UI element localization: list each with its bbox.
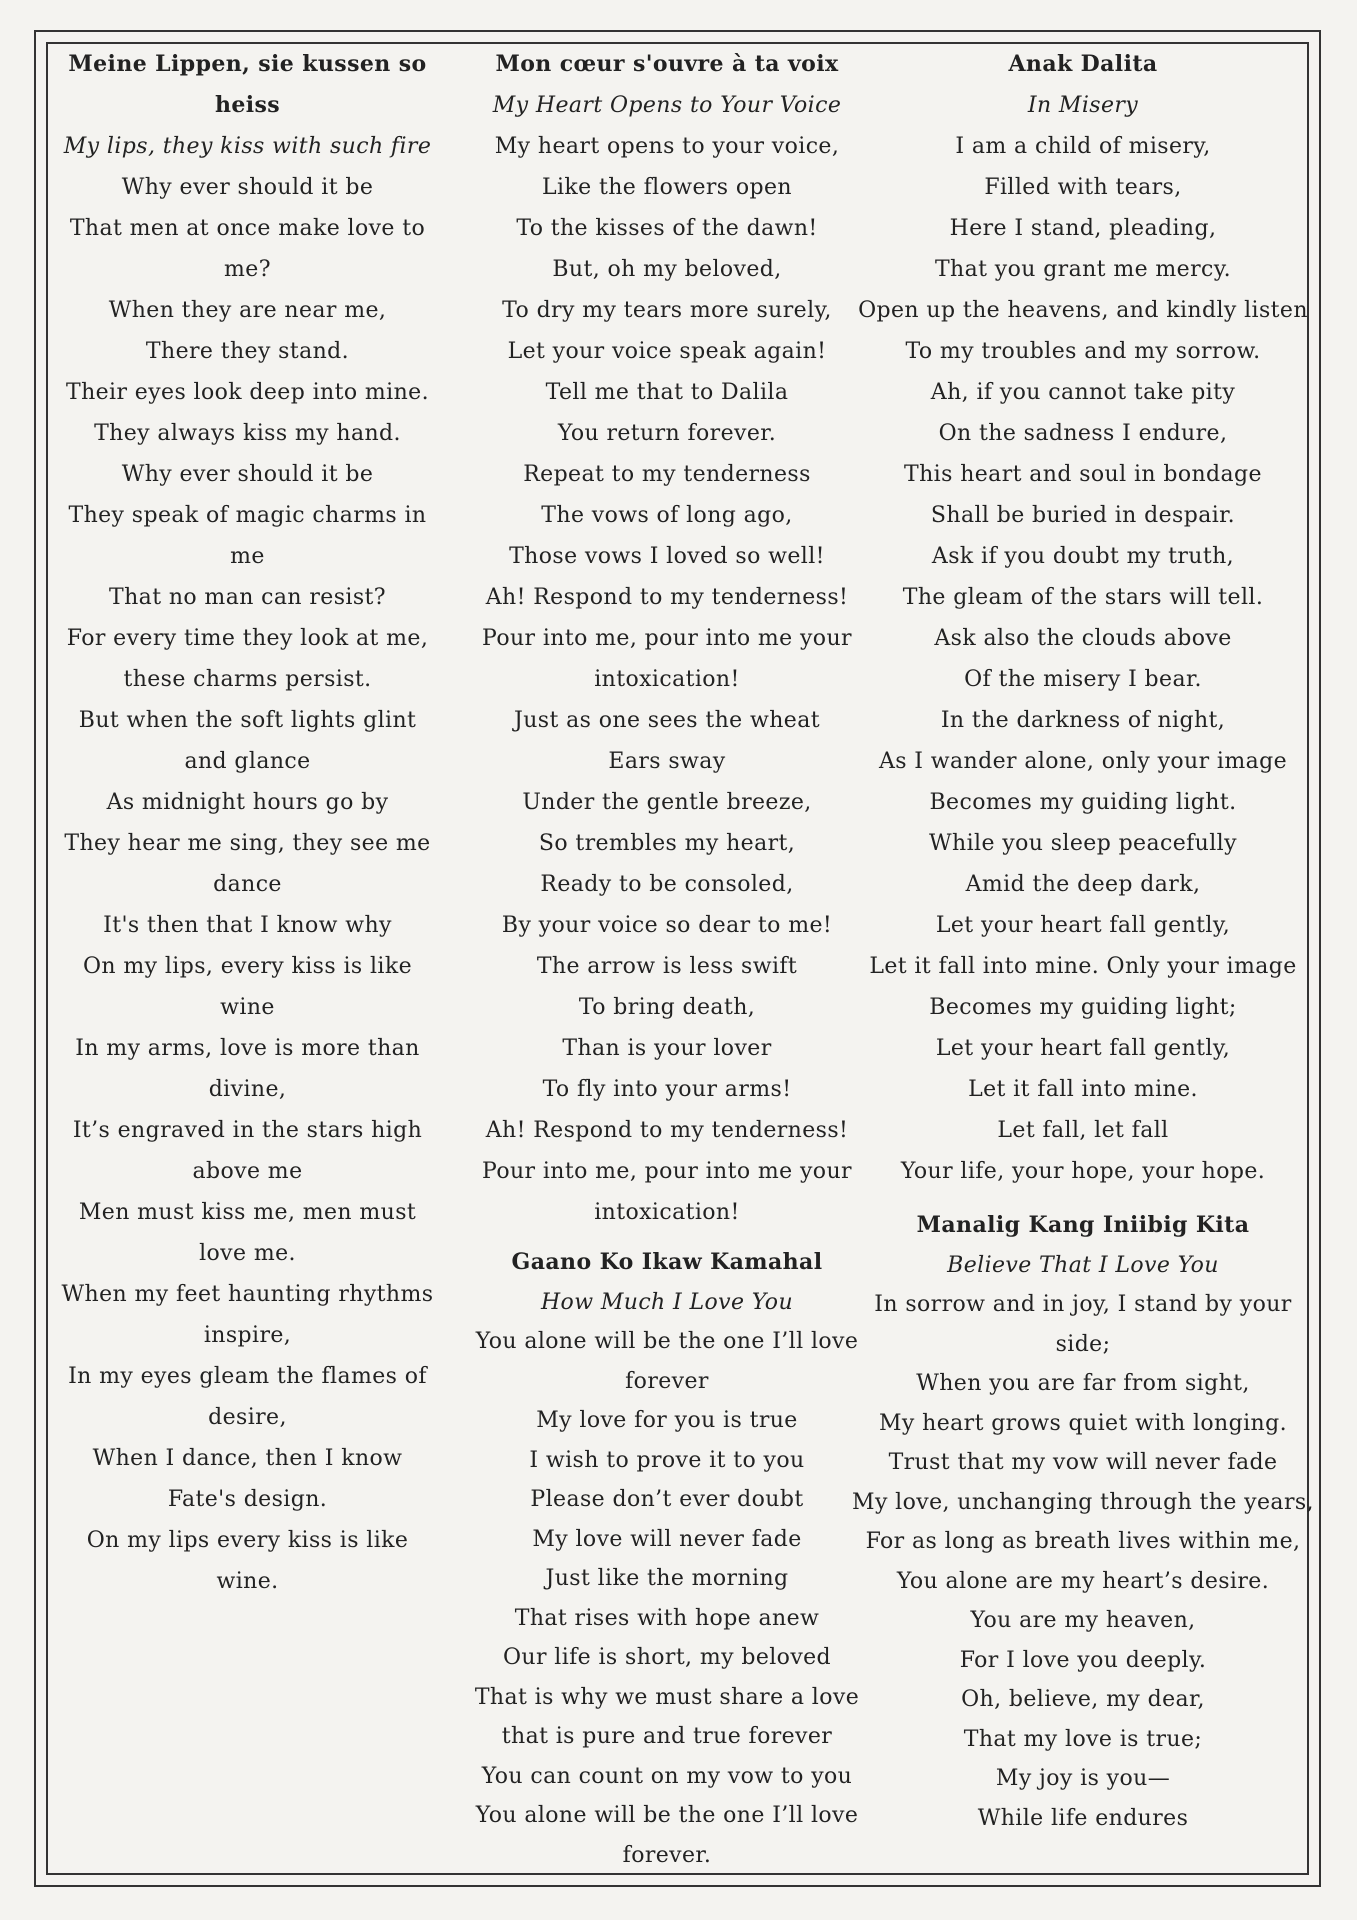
lyric-line: To my troubles and my sorrow. xyxy=(905,339,1261,364)
lyric-line: Let your heart fall gently, xyxy=(935,1036,1231,1061)
lyric-line: When my feet haunting rhythms inspire, xyxy=(61,1282,434,1348)
song-lyrics xyxy=(60,167,435,1602)
lyric-line: The gleam of the stars will tell. xyxy=(902,585,1264,610)
lyric-line: While life endures xyxy=(977,1805,1189,1831)
lyric-line: I wish to prove it to you xyxy=(529,1447,805,1473)
lyric-line: Oh, believe, my dear, xyxy=(961,1687,1205,1712)
lyric-line: Pour into me, pour into me your intoxication! xyxy=(482,1159,852,1225)
lyric-line: Ask also the clouds above xyxy=(934,626,1232,651)
lyric-line: Ready to be consoled, xyxy=(540,872,794,897)
lyric-line: As I wander alone, only your image xyxy=(878,749,1288,774)
lyric-line: Men must kiss me, men must love me. xyxy=(78,1200,417,1266)
lyric-line: Let your heart fall gently, xyxy=(935,913,1231,938)
lyric-line: Just as one sees the wheat xyxy=(514,708,820,733)
lyric-line: Let your voice speak again! xyxy=(507,339,827,364)
lyric-line: To fly into your arms! xyxy=(542,1077,792,1102)
lyric-line: For every time they look at me, these charms persist. xyxy=(66,626,429,692)
lyric-line: Please don’t ever doubt xyxy=(530,1487,804,1512)
song-title: Manalig Kang Iniibig Kita xyxy=(916,1212,1250,1238)
lyric-line: On the sadness I endure, xyxy=(938,421,1228,446)
lyric-line: Ah! Respond to my tenderness! xyxy=(485,1118,849,1143)
song-title: Gaano Ko Ikaw Kamahal xyxy=(511,1249,823,1275)
lyric-line: By your voice so dear to me! xyxy=(501,913,833,938)
lyric-line: While you sleep peacefully xyxy=(929,831,1237,856)
lyric-line: I am a child of misery, xyxy=(955,134,1211,159)
lyric-line: My love will never fade xyxy=(532,1526,802,1552)
lyric-line: That men at once make love to me? xyxy=(69,216,426,282)
lyric-line: Trust that my vow will never fade xyxy=(888,1450,1278,1475)
lyric-line: It’s engraved in the stars high above me xyxy=(72,1118,423,1184)
lyric-line: But, oh my beloved, xyxy=(552,257,782,282)
lyric-line: There they stand. xyxy=(145,339,350,364)
lyric-line: Amid the deep dark, xyxy=(965,872,1201,897)
song-title: Mon cœur s'ouvre à ta voix xyxy=(495,51,839,77)
lyric-line: Let it fall into mine. Only your image xyxy=(869,954,1297,979)
lyric-line: Under the gentle breeze, xyxy=(522,790,812,815)
lyric-line: That no man can resist? xyxy=(109,585,386,610)
lyric-line: This heart and soul in bondage xyxy=(904,462,1262,487)
lyric-line: To bring death, xyxy=(578,995,756,1020)
song-title: Meine Lippen, sie kussen so heiss xyxy=(68,51,427,118)
lyric-line: In my arms, love is more than divine, xyxy=(75,1036,420,1102)
lyric-line: To dry my tears more surely, xyxy=(502,298,832,323)
lyric-line: That my love is true; xyxy=(963,1726,1203,1752)
lyric-line: Here I stand, pleading, xyxy=(949,216,1217,241)
lyric-line: In the darkness of night, xyxy=(940,708,1226,733)
lyric-line: Their eyes look deep into mine. xyxy=(66,380,429,405)
song-subtitle: In Misery xyxy=(1027,93,1139,118)
lyric-line: Ah! Respond to my tenderness! xyxy=(485,585,849,610)
song-subtitle: My Heart Opens to Your Voice xyxy=(492,93,842,118)
lyric-line: When I dance, then I know Fate's design. xyxy=(92,1446,403,1512)
lyric-line: The arrow is less swift xyxy=(536,954,798,979)
lyric-line: Like the flowers open xyxy=(541,175,792,200)
lyric-line: When you are far from sight, xyxy=(916,1371,1250,1396)
lyric-line: Ask if you doubt my truth, xyxy=(931,544,1235,569)
lyric-line: You can count on my vow to you xyxy=(481,1763,853,1789)
lyric-line: Becomes my guiding light. xyxy=(929,790,1237,815)
lyric-line: My joy is you— xyxy=(995,1766,1171,1791)
lyric-line: Just like the morning xyxy=(545,1566,789,1591)
song-lyrics xyxy=(462,126,872,1233)
lyric-line: Let it fall into mine. xyxy=(968,1077,1198,1102)
lyric-line: Those vows I loved so well! xyxy=(509,544,825,569)
lyric-line: Ah, if you cannot take pity xyxy=(930,380,1236,405)
lyric-line: Why ever should it be xyxy=(121,175,374,200)
song-lyrics xyxy=(848,1285,1318,1838)
lyric-line: But when the soft lights glint and glance xyxy=(78,708,417,774)
lyric-line: You alone will be the one I’ll love forever. xyxy=(475,1803,859,1868)
lyric-line: You alone will be the one I’ll love forever xyxy=(475,1329,859,1394)
lyric-line: They speak of magic charms in me xyxy=(68,503,427,569)
lyric-line: That rises with hope anew xyxy=(514,1605,820,1631)
lyric-line: They hear me sing, they see me dance xyxy=(64,831,431,897)
lyric-line: Ears sway xyxy=(608,749,726,774)
lyric-line: For as long as breath lives within me, xyxy=(865,1529,1301,1554)
lyric-line: The vows of long ago, xyxy=(541,503,793,528)
song-title: Anak Dalita xyxy=(1008,51,1158,77)
lyric-line: When they are near me, xyxy=(108,298,387,323)
lyric-line: My love for you is true xyxy=(536,1408,798,1433)
lyric-line: You are my heaven, xyxy=(970,1608,1196,1633)
lyric-line: As midnight hours go by xyxy=(106,790,389,815)
lyric-line: For I love you deeply. xyxy=(959,1647,1207,1673)
song-lyrics xyxy=(848,126,1318,1192)
lyric-line: So trembles my heart, xyxy=(538,831,796,856)
lyric-line: You return forever. xyxy=(557,421,777,446)
lyric-line: My heart grows quiet with longing. xyxy=(879,1410,1287,1436)
lyric-line: My love, unchanging through the years, xyxy=(852,1489,1314,1515)
lyric-line: That is why we must share a love that is pure and true forever xyxy=(474,1684,860,1749)
lyric-line: Let fall, let fall xyxy=(997,1118,1169,1143)
column-right xyxy=(848,44,1318,1838)
lyric-line: Filled with tears, xyxy=(984,175,1182,200)
lyric-line: Tell me that to Dalila xyxy=(545,380,789,405)
lyric-line: Shall be buried in despair. xyxy=(930,503,1236,528)
column-left xyxy=(60,44,435,1602)
lyric-line: Of the misery I bear. xyxy=(964,667,1202,692)
column-middle xyxy=(462,44,872,1875)
lyric-line: That you grant me mercy. xyxy=(934,257,1232,282)
lyric-line: Our life is short, my beloved xyxy=(502,1645,832,1670)
lyric-line: Becomes my guiding light; xyxy=(929,995,1237,1020)
song-subtitle: Believe That I Love You xyxy=(947,1252,1219,1278)
lyric-line: They always kiss my hand. xyxy=(94,421,401,446)
lyric-line: Your life, your hope, your hope. xyxy=(900,1159,1266,1184)
lyric-line: Open up the heavens, and kindly listen xyxy=(858,298,1308,323)
lyric-line: On my lips every kiss is like wine. xyxy=(86,1528,409,1594)
song-subtitle: My lips, they kiss with such fire xyxy=(63,134,432,159)
lyric-line: Pour into me, pour into me your intoxication! xyxy=(482,626,852,692)
lyric-line: It's then that I know why xyxy=(103,913,392,938)
lyric-line: In my eyes gleam the flames of desire, xyxy=(68,1364,427,1430)
lyric-line: My heart opens to your voice, xyxy=(494,134,840,159)
song-lyrics xyxy=(462,1322,872,1875)
lyric-line: To the kisses of the dawn! xyxy=(516,216,818,241)
lyric-line: You alone are my heart’s desire. xyxy=(896,1568,1270,1594)
lyric-line: On my lips, every kiss is like wine xyxy=(82,954,412,1020)
lyric-line: In sorrow and in joy, I stand by your side; xyxy=(874,1292,1292,1357)
lyric-line: Why ever should it be xyxy=(121,462,374,487)
lyric-line: Repeat to my tenderness xyxy=(523,462,811,487)
song-subtitle: How Much I Love You xyxy=(540,1289,794,1315)
lyric-line: Than is your lover xyxy=(562,1036,772,1061)
